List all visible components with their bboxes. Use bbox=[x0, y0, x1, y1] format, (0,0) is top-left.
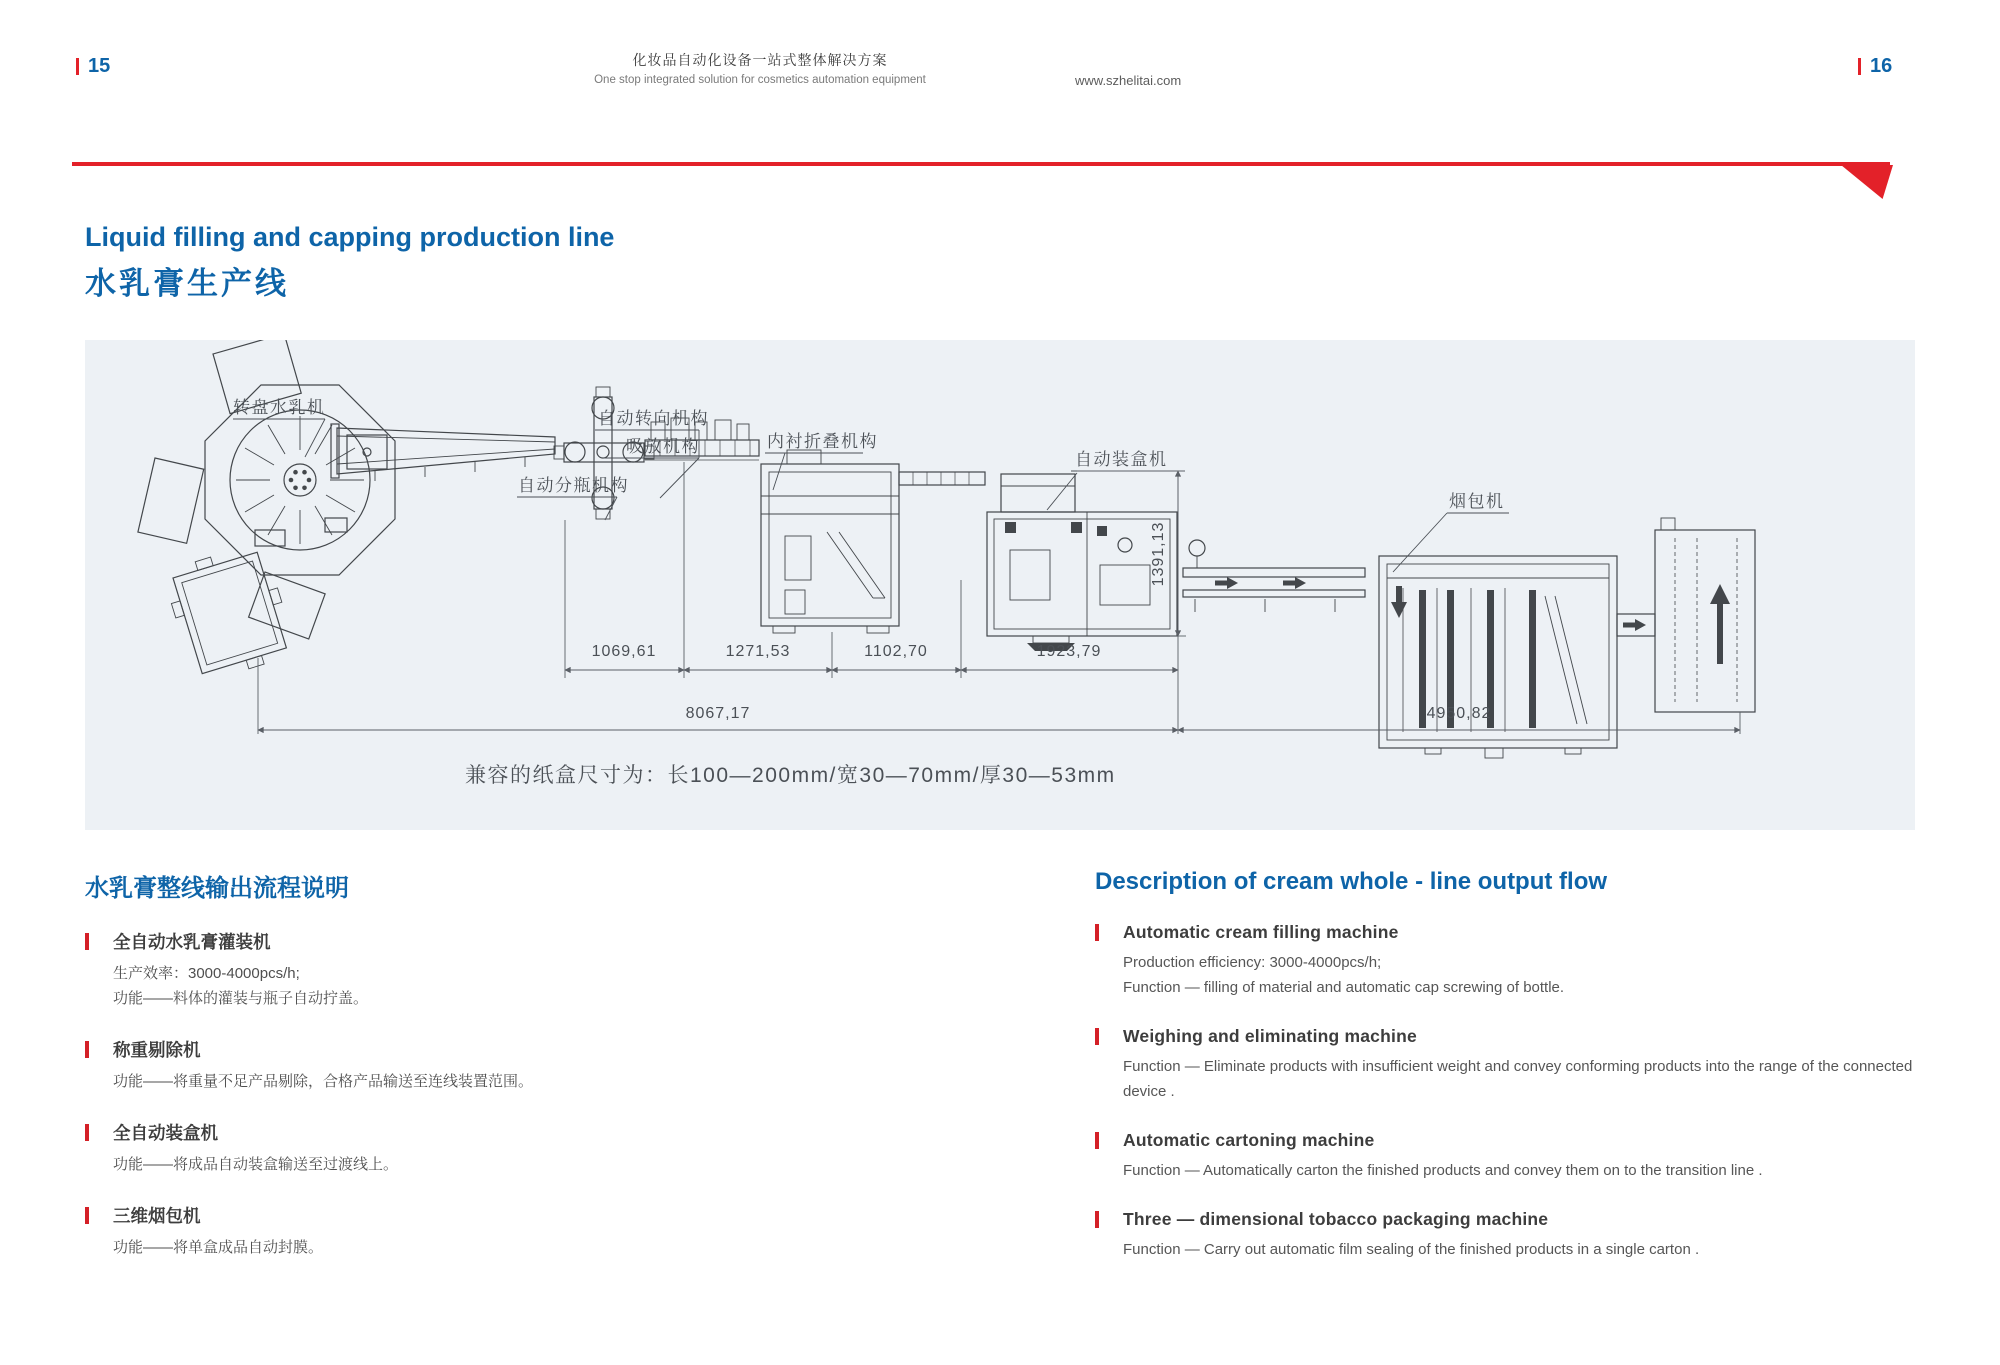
header-tagline-zh: 化妆品自动化设备一站式整体解决方案 bbox=[632, 52, 888, 68]
process-description-en bbox=[1095, 868, 1935, 1288]
section-title-en: Liquid filling and capping production line bbox=[85, 222, 615, 252]
label-liner-folding: 内衬折叠机构 bbox=[767, 432, 878, 451]
red-corner-triangle bbox=[1841, 165, 1893, 199]
process-heading-zh: 水乳膏整线输出流程说明 bbox=[85, 875, 349, 902]
label-auto-cartoning: 自动装盒机 bbox=[1075, 450, 1168, 469]
process-item bbox=[1095, 1209, 1935, 1262]
machines-drawing bbox=[138, 340, 1755, 758]
process-item bbox=[85, 1203, 985, 1260]
item-title: 三维烟包机 bbox=[113, 1206, 201, 1226]
dimension-overall-right: 4950,82 bbox=[1426, 705, 1492, 722]
item-marker-bar bbox=[85, 1041, 89, 1058]
header-tagline-en: One stop integrated solution for cosmetics automation equipment bbox=[594, 74, 926, 86]
page-number-left bbox=[76, 55, 110, 78]
item-marker-bar bbox=[85, 1124, 89, 1141]
item-line: Function — filling of material and automatic cap screwing of bottle. bbox=[1123, 979, 1565, 996]
process-item bbox=[85, 1120, 985, 1177]
rotary-filling-machine-drawing bbox=[138, 340, 395, 685]
label-rotary-machine: 转盘水乳机 bbox=[233, 398, 326, 417]
item-marker-bar bbox=[85, 1207, 89, 1224]
item-marker-bar bbox=[85, 933, 89, 950]
item-marker-bar bbox=[1095, 1211, 1099, 1228]
page-number-left-value: 15 bbox=[88, 55, 111, 77]
page-number-right bbox=[1858, 55, 1892, 78]
item-line: Production efficiency: 3000-4000pcs/h; bbox=[1123, 954, 1382, 971]
item-title: 全自动装盒机 bbox=[113, 1123, 218, 1143]
process-item bbox=[1095, 1130, 1935, 1183]
label-bottle-separating: 自动分瓶机构 bbox=[518, 476, 629, 495]
item-line: Function — Automatically carton the finished products and convey them on to the transition line . bbox=[1123, 1162, 1763, 1179]
dimension-lines bbox=[258, 462, 1740, 734]
process-item bbox=[1095, 922, 1935, 1000]
item-title: Three — dimensional tobacco packaging machine bbox=[1123, 1209, 1549, 1229]
item-line: Function — Carry out automatic film sealing of the finished products in a single carton . bbox=[1123, 1241, 1700, 1258]
red-divider-rule bbox=[72, 162, 1890, 166]
dimension-seg1: 1069,61 bbox=[591, 643, 657, 660]
process-item bbox=[1095, 1026, 1935, 1104]
item-marker-bar bbox=[1095, 1028, 1099, 1045]
dimension-seg4: 1923,79 bbox=[1036, 643, 1102, 660]
carton-size-caption: 兼容的纸盒尺寸为：长100—200mm/宽30—70mm/厚30—53mm bbox=[465, 764, 1116, 787]
item-line: 功能——将重量不足产品剔除，合格产品输送至连线装置范围。 bbox=[113, 1073, 534, 1090]
item-title: Automatic cream filling machine bbox=[1123, 922, 1399, 942]
label-tobacco-packing: 烟包机 bbox=[1449, 492, 1505, 511]
tobacco-packaging-machine-drawing bbox=[1379, 556, 1617, 758]
label-auto-turning: 自动转向机构 bbox=[598, 409, 709, 428]
dimension-vertical: 1391,13 bbox=[1150, 521, 1167, 587]
item-title: Automatic cartoning machine bbox=[1123, 1130, 1375, 1150]
process-description-zh bbox=[85, 868, 985, 1286]
process-item bbox=[85, 929, 985, 1011]
liner-folding-machine-drawing bbox=[761, 450, 899, 633]
production-line-diagram-panel bbox=[85, 340, 1915, 830]
item-line: 功能——料体的灌装与瓶子自动拧盖。 bbox=[113, 990, 369, 1007]
callout-labels bbox=[233, 398, 1505, 511]
transition-conveyor-drawing bbox=[1183, 540, 1365, 612]
label-pick-place: 吸放机构 bbox=[626, 437, 700, 456]
link-conveyor-drawing bbox=[899, 472, 985, 485]
cartoning-machine-drawing bbox=[987, 474, 1177, 651]
header-tagline bbox=[460, 50, 1060, 86]
dimension-values bbox=[592, 522, 1492, 722]
page-number-bar bbox=[1858, 58, 1861, 75]
dimension-seg2: 1271,53 bbox=[725, 643, 791, 660]
production-line-diagram bbox=[85, 340, 1915, 830]
dimension-overall-left: 8067,17 bbox=[685, 705, 751, 722]
item-title: 称重剔除机 bbox=[113, 1040, 201, 1060]
section-title-zh: 水乳膏生产线 bbox=[85, 266, 289, 301]
page-number-bar bbox=[76, 58, 79, 75]
item-marker-bar bbox=[1095, 924, 1099, 941]
item-title: Weighing and eliminating machine bbox=[1123, 1026, 1417, 1046]
page-number-right-value: 16 bbox=[1870, 55, 1893, 77]
item-marker-bar bbox=[1095, 1132, 1099, 1149]
item-line: 功能——将单盒成品自动封膜。 bbox=[113, 1239, 324, 1256]
item-title: 全自动水乳膏灌装机 bbox=[113, 932, 271, 952]
website-url: www.szhelitai.com bbox=[1075, 73, 1182, 88]
outfeed-machine-drawing bbox=[1617, 518, 1755, 712]
item-line: 生产效率：3000-4000pcs/h; bbox=[113, 965, 300, 982]
item-line: Function — Eliminate products with insufficient weight and convey conforming products into the range of the connected device . bbox=[1123, 1058, 1913, 1100]
process-item bbox=[85, 1037, 985, 1094]
item-line: 功能——将成品自动装盒输送至过渡线上。 bbox=[113, 1156, 399, 1173]
dimension-seg3: 1102,70 bbox=[864, 643, 928, 660]
process-heading-en: Description of cream whole - line output flow bbox=[1095, 868, 1608, 895]
